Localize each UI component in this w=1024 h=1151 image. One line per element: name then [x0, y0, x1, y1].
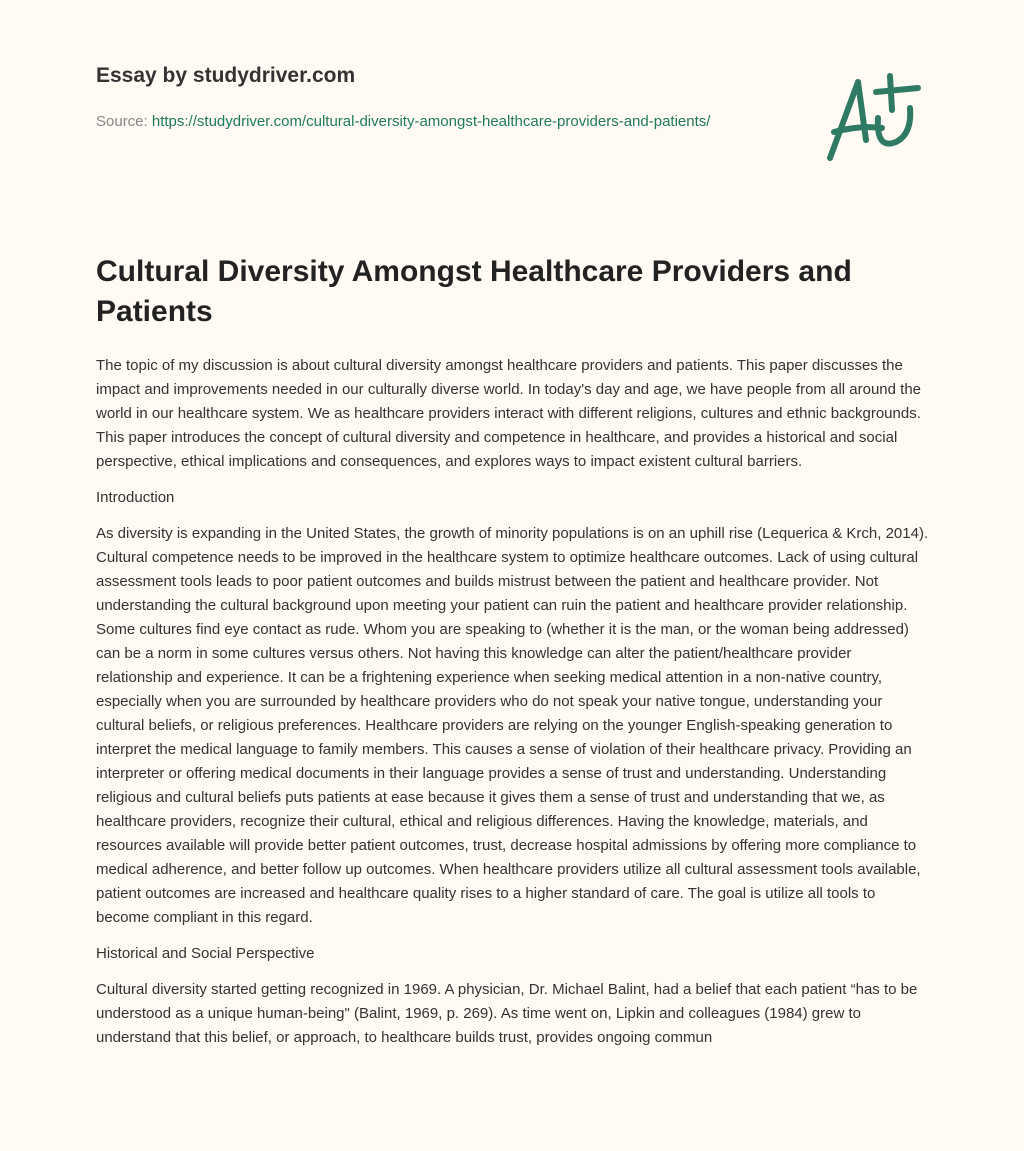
source-label: Source: [96, 113, 152, 130]
essay-title: Cultural Diversity Amongst Healthcare Providers and Patients [96, 255, 852, 328]
paragraph: As diversity is expanding in the United States, the growth of minority populations is on an uphill rise (Lequerica & Krch, 2014). Cultural competence needs to be improved in the healthcare system to optimize healthcare outcomes. Lack of using cultural assessment tools leads to poor patient outcomes and builds mistrust between the patient and healthcare provider. Not understanding the cultural background upon meeting your patient can ruin the patient and healthcare provider relationship. Some cultures find eye contact as rude. Whom you are speaking to (whether it is the man, or the woman being addressed) can be a norm in some cultures versus others. Not having this knowledge can alter the patient/healthcare provider relationship and experience. It can be a frightening experience when seeking medical attention in a non-native country, especially when you are surrounded by healthcare providers who do not speak your native tongue, understanding your cultural beliefs, or religious preferences. Healthcare providers are relying on the younger English-speaking generation to interpret the medical language to family members. This causes a sense of violation of their healthcare privacy. Providing an interpreter or offering medical documents in their language provides a sense of trust and understanding. Understanding religious and cultural beliefs puts patients at ease because it gives them a sense of trust and understanding that we, as healthcare providers, recognize their cultural, ethical and religious differences. Having the knowledge, materials, and resources available will provide better patient outcomes, trust, decrease hospital admissions by offering more compliance to medical adherence, and better follow up outcomes. When healthcare providers utilize all cultural assessment tools available, patient outcomes are increased and healthcare quality rises to a higher standard of care. The goal is utilize all tools to become compliant in this regard. [96, 525, 929, 926]
section-heading: Historical and Social Perspective [96, 945, 315, 962]
section-heading: Introduction [96, 489, 175, 506]
source-link[interactable]: https://studydriver.com/cultural-diversity-amongst-healthcare-providers-and-patients/ [151, 113, 711, 130]
paragraph: The topic of my discussion is about cultural diversity amongst healthcare providers and patients. This paper discusses the impact and improvements needed in our culturally diverse world. In today's day and age, we have people from all around the world in our healthcare system. We as healthcare providers interact with different religions, cultures and ethnic backgrounds. This paper introduces the concept of cultural diversity and competence in healthcare, and provides a historical and social perspective, ethical implications and consequences, and explores ways to impact existent cultural barriers. [96, 357, 921, 470]
essay-body [96, 354, 930, 1062]
site-brand: Essay by studydriver.com [96, 64, 356, 87]
a-plus-logo-icon [820, 70, 930, 165]
source-line [96, 110, 746, 134]
paragraph: Cultural diversity started getting recognized in 1969. A physician, Dr. Michael Balint, had a belief that each patient “has to be understood as a unique human-being" (Balint, 1969, p. 269). As time went on, Lipkin and colleagues (1984) grew to understand that this belief, or approach, to healthcare builds trust, provides ongoing commun [96, 981, 918, 1046]
